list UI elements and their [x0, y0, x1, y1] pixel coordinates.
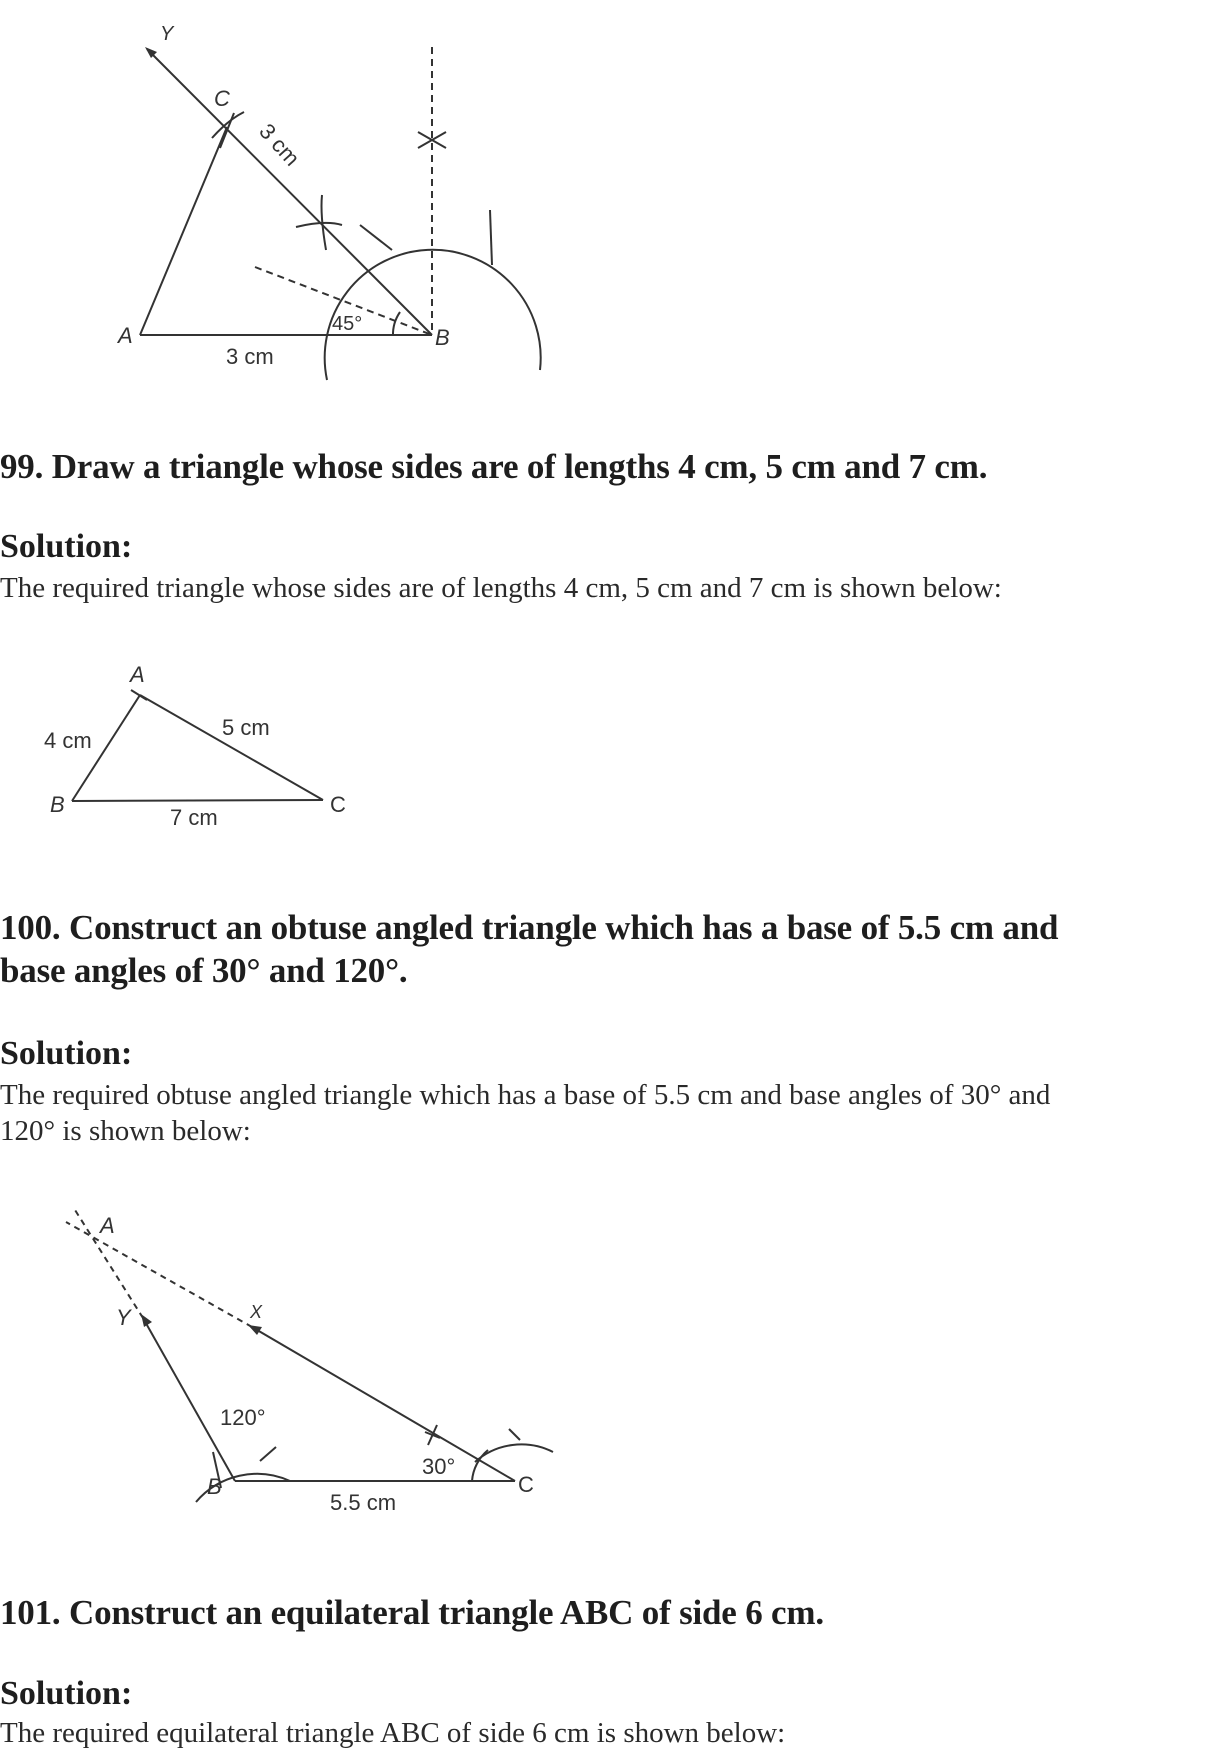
figure-obtuse-triangle — [0, 1180, 600, 1540]
label-bc-length: 7 cm — [170, 805, 218, 830]
label-ab-length: 4 cm — [44, 728, 92, 753]
question-101-solution-text: The required equilateral triangle ABC of side 6 cm is shown below: — [0, 1717, 786, 1749]
question-99-heading: 99. Draw a triangle whose sides are of lengths 4 cm, 5 cm and 7 cm. — [0, 447, 988, 486]
question-101-heading: 101. Construct an equilateral triangle ABC of side 6 cm. — [0, 1593, 824, 1632]
label-ac-length: 5 cm — [222, 715, 270, 740]
label-a: A — [100, 1213, 115, 1238]
label-a: A — [130, 662, 145, 687]
label-c: C — [518, 1472, 534, 1497]
question-100-solution-label: Solution: — [0, 1035, 133, 1072]
label-c: C — [330, 792, 346, 817]
question-100-solution-text-line1: The required obtuse angled triangle which has a base of 5.5 cm and base angles of 30° and — [0, 1079, 1051, 1111]
label-b: B — [435, 325, 450, 350]
label-angle-30: 30° — [422, 1454, 456, 1479]
label-y: Y — [160, 23, 174, 45]
label-ab-length: 3 cm — [226, 344, 274, 369]
label-y: Y — [116, 1305, 131, 1330]
label-angle-120: 120° — [220, 1405, 266, 1430]
label-b: B — [50, 792, 65, 817]
label-base-length: 5.5 cm — [330, 1490, 397, 1515]
question-99-solution-text: The required triangle whose sides are of lengths 4 cm, 5 cm and 7 cm is shown below: — [0, 572, 1002, 604]
question-99-solution-label: Solution: — [0, 528, 133, 565]
question-100-solution-text-line2: 120° is shown below: — [0, 1115, 251, 1147]
figure-triangle-45deg — [0, 0, 600, 390]
label-angle-45: 45° — [332, 313, 363, 335]
question-100-heading-line1: 100. Construct an obtuse angled triangle which has a base of 5.5 cm and — [0, 908, 1059, 947]
label-x: X — [250, 1302, 263, 1322]
figure-triangle-4-5-7 — [0, 640, 400, 860]
question-100-heading-line2: base angles of 30° and 120°. — [0, 951, 408, 990]
label-b: B — [207, 1474, 222, 1499]
label-c: C — [214, 86, 230, 111]
question-101-solution-label: Solution: — [0, 1675, 133, 1712]
label-a: A — [118, 323, 133, 348]
label-bc-length: 3 cm — [254, 118, 305, 171]
